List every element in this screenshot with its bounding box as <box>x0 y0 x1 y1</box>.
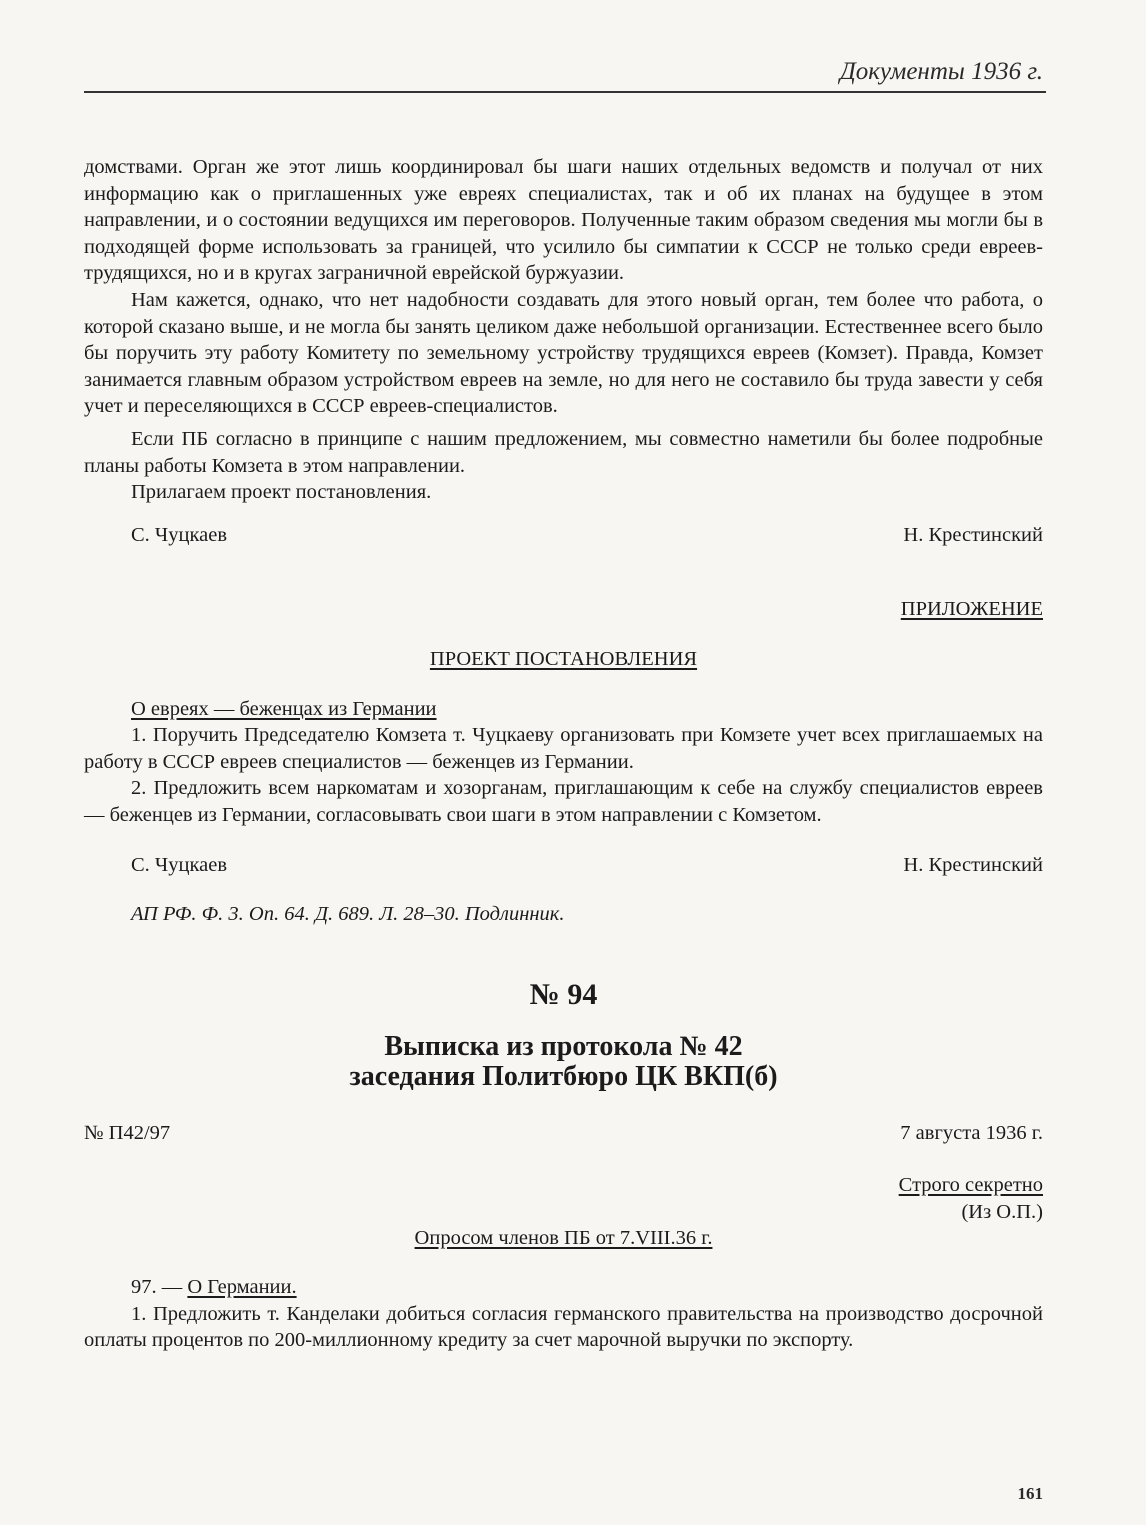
archive-source: АП РФ. Ф. 3. Оп. 64. Д. 689. Л. 28–30. Подлинник. <box>131 903 565 926</box>
letter-paragraph: Прилагаем проект постановления. <box>131 481 432 504</box>
document-title <box>84 1032 1043 1092</box>
page-number: 161 <box>1017 1484 1043 1503</box>
appendix-signatures <box>84 852 1043 879</box>
letter-paragraph: Нам кажется, однако, что нет надобности создавать для этого новый орган, тем более что работа, о которой сказано выше, и не могла бы занять целиком даже небольшой организации. Естественнее всего было бы поручить эту работу Комитету по земельному устройству трудящихся евреев (Комзет). Правда, Комзет занимается главным образом устройством евреев на земле, но для него не составило бы труда завести у себя учет и переселяющихся в СССР евреев-специалистов. <box>84 288 1043 418</box>
decision-number: 97. — <box>131 1276 188 1299</box>
document-title-line: Выписка из протокола № 42 <box>384 1030 743 1062</box>
protocol-date: 7 августа 1936 г. <box>900 1121 1043 1144</box>
letter-signatures <box>84 522 1043 549</box>
decision-heading <box>84 1274 1043 1301</box>
document-number: № 94 <box>529 977 598 1011</box>
running-header: Документы 1936 г. <box>839 58 1043 85</box>
appendix-subject: О евреях — беженцах из Германии <box>131 697 437 720</box>
protocol-number: № П42/97 <box>84 1121 171 1144</box>
appendix-title: ПРОЕКТ ПОСТАНОВЛЕНИЯ <box>429 647 698 670</box>
appendix-title-row <box>84 646 1043 673</box>
appendix-item: 2. Предложить всем наркоматам и хозорганам, приглашающим к себе на службу специалистов евреев — беженцев из Германии, согласовывать свои шаги в этом направлении с Комзетом. <box>84 777 1043 826</box>
folder-note: (Из О.П.) <box>961 1200 1043 1223</box>
signer-chutskaev: С. Чуцкаев <box>131 523 227 546</box>
protocol-meta <box>84 1120 1043 1147</box>
signer-krestinsky: Н. Крестинский <box>903 523 1043 546</box>
header-rule <box>84 91 1046 93</box>
page-content <box>84 154 1043 1354</box>
letter-paragraph: домствами. Орган же этот лишь координировал бы шаги наших отдельных ведомств и получал от них информацию как о приглашенных уже евреях специалистах, так и об их планах на будущее в этом направлении, и о состоянии ведущихся им переговоров. Полученные таким образом сведения мы могли бы в подходящей форме использовать за границей, что усилило бы симпатии к СССР не только среди евреев-трудящихся, но и в кругах заграничной еврейской буржуазии. <box>84 156 1043 285</box>
poll-row <box>84 1225 1043 1252</box>
appendix-subject-row <box>84 696 1043 723</box>
decision-item: 1. Предложить т. Канделаки добиться согласия германского правительства на производство досрочной оплаты процентов по 200-миллионному кредиту за счет марочной выручки по экспорту. <box>84 1302 1043 1352</box>
appendix-label-row <box>84 596 1043 623</box>
decision-subject: О Германии. <box>187 1276 297 1299</box>
appendix-label: ПРИЛОЖЕНИЕ <box>900 598 1043 621</box>
secrecy-row <box>84 1172 1043 1199</box>
letter-paragraph: Если ПБ согласно в принципе с нашим предложением, мы совместно наметили бы более подробные планы работы Комзета в этом направлении. <box>84 427 1043 477</box>
signer-krestinsky: Н. Крестинский <box>903 854 1043 877</box>
document-title-line: заседания Политбюро ЦК ВКП(б) <box>349 1060 778 1092</box>
appendix-item: 1. Поручить Председателю Комзета т. Чуцкаеву организовать при Комзете учет всех приглашаемых на работу в СССР евреев специалистов — беженцев из Германии. <box>84 724 1043 773</box>
secrecy-stamp: Строго секретно <box>898 1174 1043 1197</box>
poll-note: Опросом членов ПБ от 7.VIII.36 г. <box>414 1227 713 1250</box>
signer-chutskaev: С. Чуцкаев <box>131 854 227 877</box>
